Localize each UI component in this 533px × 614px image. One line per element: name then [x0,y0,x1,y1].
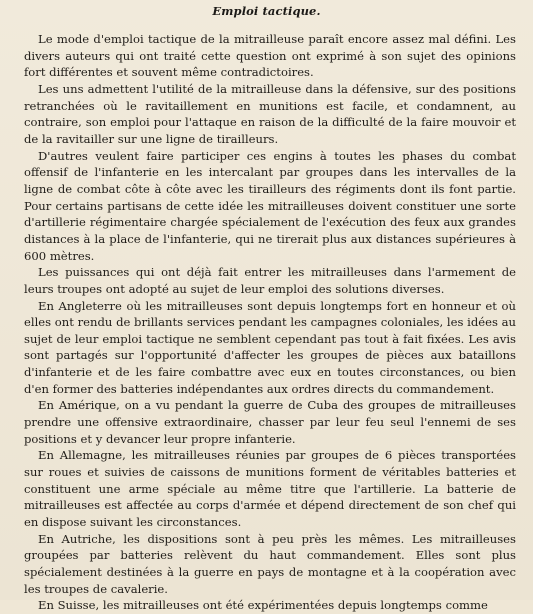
paragraph: Les uns admettent l'utilité de la mitrailleuse dans la défensive, sur des positions retranchées où le ravitaillement en munitions est facile, et condamnent, au contraire, son emploi pour l'attaque en raison de la difficulté de la faire mouvoir et de la ravitailler sur une ligne de tirailleurs. [24,81,516,146]
paragraph: En Autriche, les dispositions sont à peu près les mêmes. Les mitrailleuses groupées par batteries relèvent du haut commandement. Elles sont plus spécialement destinées à la guerre en pays de montagne et à la coopération avec les troupes de cavalerie. [24,531,516,596]
paragraph: En Amérique, on a vu pendant la guerre de Cuba des groupes de mitrailleuses prendre une offensive extraordinaire, chasser par leur feu seul l'ennemi de ses positions et y devancer leur propre infanterie. [24,398,516,446]
paragraph: En Allemagne, les mitrailleuses réunies par groupes de 6 pièces transportées sur roues et suivies de caissons de munitions forment de véritables batteries et constituent une arme spéciale au même titre que l'artillerie. La batterie de mitrailleuses est affectée au corps d'armée et dépend directement de son chef qui en dispose suivant les circonstances. [24,448,516,530]
paragraph: En Angleterre où les mitrailleuses sont depuis longtemps fort en honneur et où elles ont rendu de brillants services pendant les campagnes coloniales, les idées au sujet de leur emploi tactique ne semblent cependant pas tout à fait fixées. Les avis sont partagés sur l'opportunité d'affecter les groupes de pièces aux bataillons d'infanterie et de les faire combattre avec eux en toutes circonstances, ou bien d'en former des batteries indépendantes aux ordres directs du commandement. [24,298,516,396]
paragraph: Les puissances qui ont déjà fait entrer les mitrailleuses dans l'armement de leurs troupes ont adopté au sujet de leur emploi des solutions diverses. [24,265,516,296]
page-header: Emploi tactique. [212,4,321,18]
paragraph: D'autres veulent faire participer ces engins à toutes les phases du combat offensif de l'infanterie en les intercalant par groupes dans les intervalles de la ligne de combat côte à côte avec les tirailleurs des régiments dont ils font partie. Pour certains partisans de cette idée les mitrailleuses doivent constituer une sorte d'artillerie régimentaire chargée spécialement de l'exécution des feux aux grandes distances à la place de l'infanterie, qui ne tirerait plus aux distances supérieures à 600 mètres. [24,148,516,263]
paragraph: Le mode d'emploi tactique de la mitrailleuse paraît encore assez mal défini. Les divers auteurs qui ont traité cette question ont exprimé à son sujet des opinions fort différentes et souvent même contradictoires. [24,32,516,80]
paragraph: En Suisse, les mitrailleuses ont été expérimentées depuis longtemps comme [38,598,488,613]
body-text [24,31,516,614]
